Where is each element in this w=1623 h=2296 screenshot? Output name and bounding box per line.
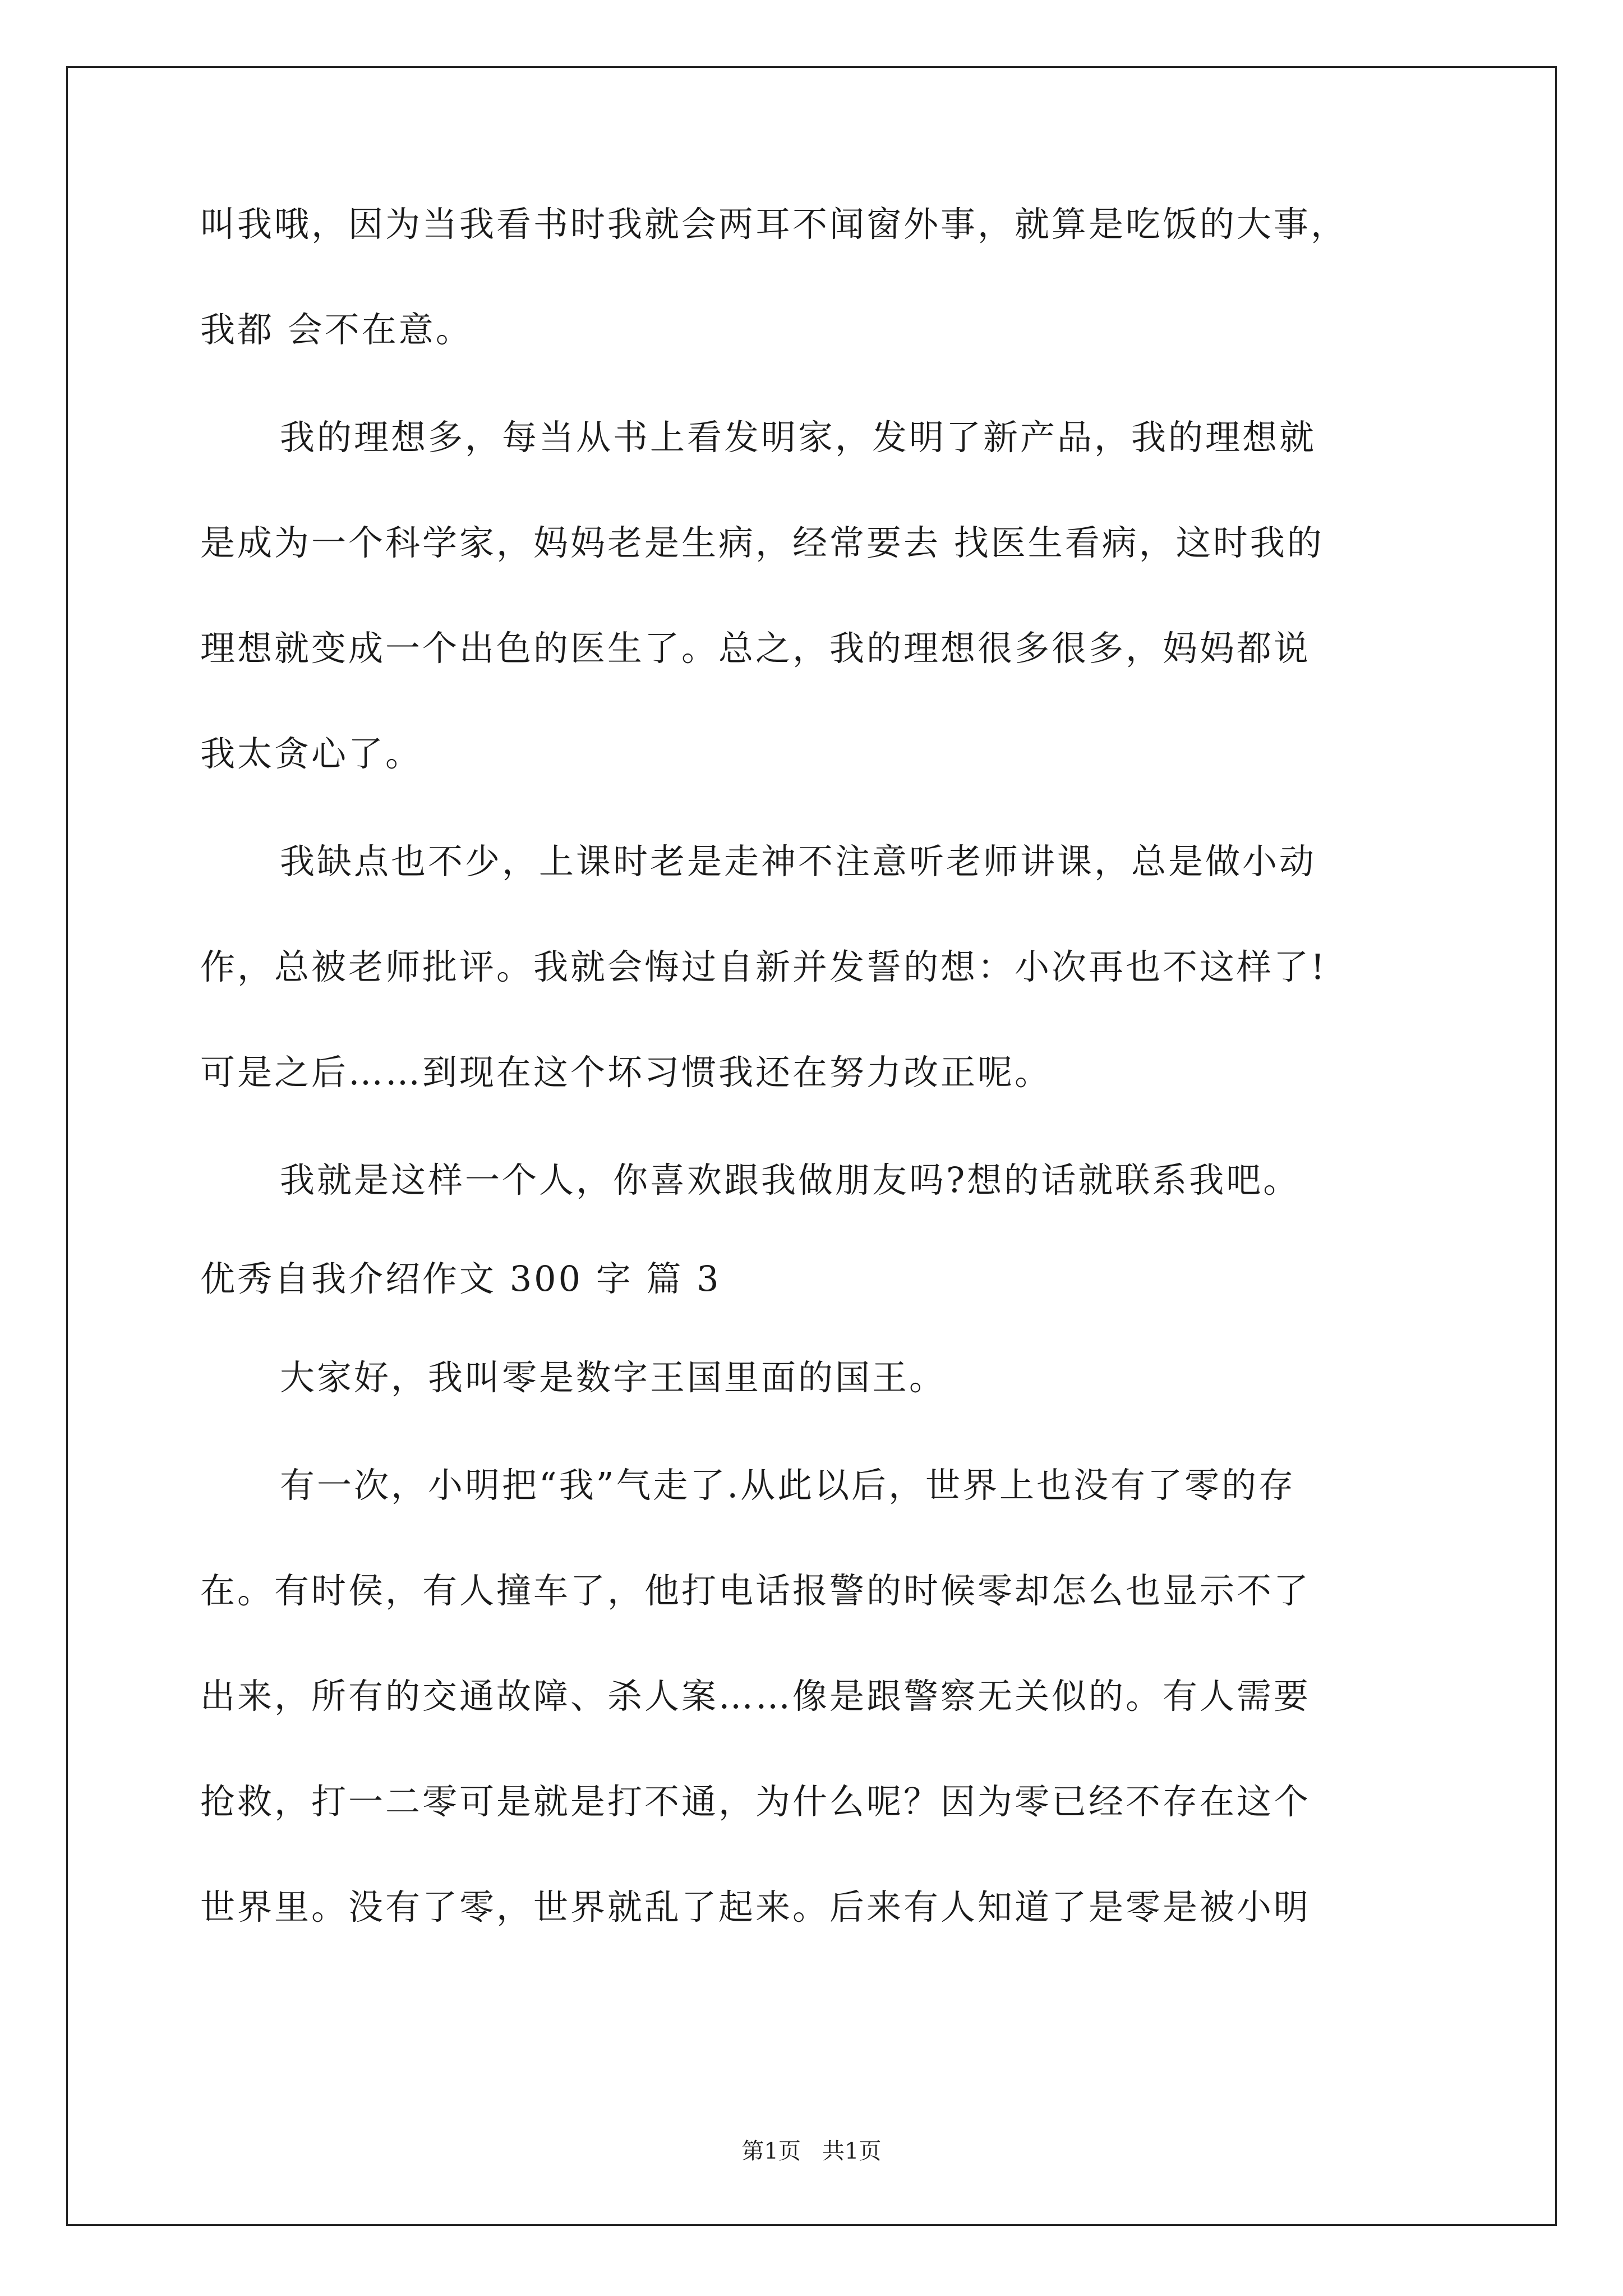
- text-line: 在。有时侯，有人撞车了，他打电话报警的时候零却怎么也显示不了: [200, 1570, 1311, 1611]
- text-line: 是成为一个科学家，妈妈老是生病，经常要去 找医生看病，这时我的: [200, 522, 1324, 563]
- page-footer: [0, 2136, 1623, 2167]
- paragraph-start-line: 我就是这样一个人，你喜欢跟我做朋友吗?想的话就联系我吧。: [280, 1159, 1301, 1200]
- page-number: 第1页: [741, 2138, 801, 2164]
- paragraph-start-line: 有一次，小明把“我”气走了.从此以后，世界上也没有了零的存: [280, 1465, 1296, 1506]
- text-line: 我都 会不在意。: [200, 309, 473, 350]
- text-line: 叫我哦，因为当我看书时我就会两耳不闻窗外事，就算是吃饭的大事，: [200, 204, 1348, 245]
- text-line: 作，总被老师批评。我就会悔过自新并发誓的想：小次再也不这样了!: [200, 946, 1327, 987]
- page-total: 共1页: [822, 2138, 882, 2164]
- text-line: 理想就变成一个出色的医生了。总之，我的理想很多很多，妈妈都说: [200, 628, 1311, 669]
- paragraph-start-line: 我的理想多，每当从书上看发明家，发明了新产品，我的理想就: [280, 417, 1317, 458]
- text-line: 世界里。没有了零，世界就乱了起来。后来有人知道了是零是被小明: [200, 1887, 1311, 1927]
- text-line: 我太贪心了。: [200, 733, 423, 774]
- text-line: 抢救，打一二零可是就是打不通，为什么呢？因为零已经不存在这个: [200, 1781, 1311, 1822]
- paragraph-start-line: 我缺点也不少，上课时老是走神不注意听老师讲课，总是做小动: [280, 841, 1317, 882]
- text-line: 可是之后……到现在这个坏习惯我还在努力改正呢。: [200, 1052, 1052, 1093]
- section-heading: 优秀自我介绍作文 300 字 篇 3: [200, 1258, 721, 1299]
- paragraph-start-line: 大家好，我叫零是数字王国里面的国王。: [280, 1357, 947, 1398]
- text-line: 出来，所有的交通故障、杀人案……像是跟警察无关似的。有人需要: [200, 1676, 1311, 1717]
